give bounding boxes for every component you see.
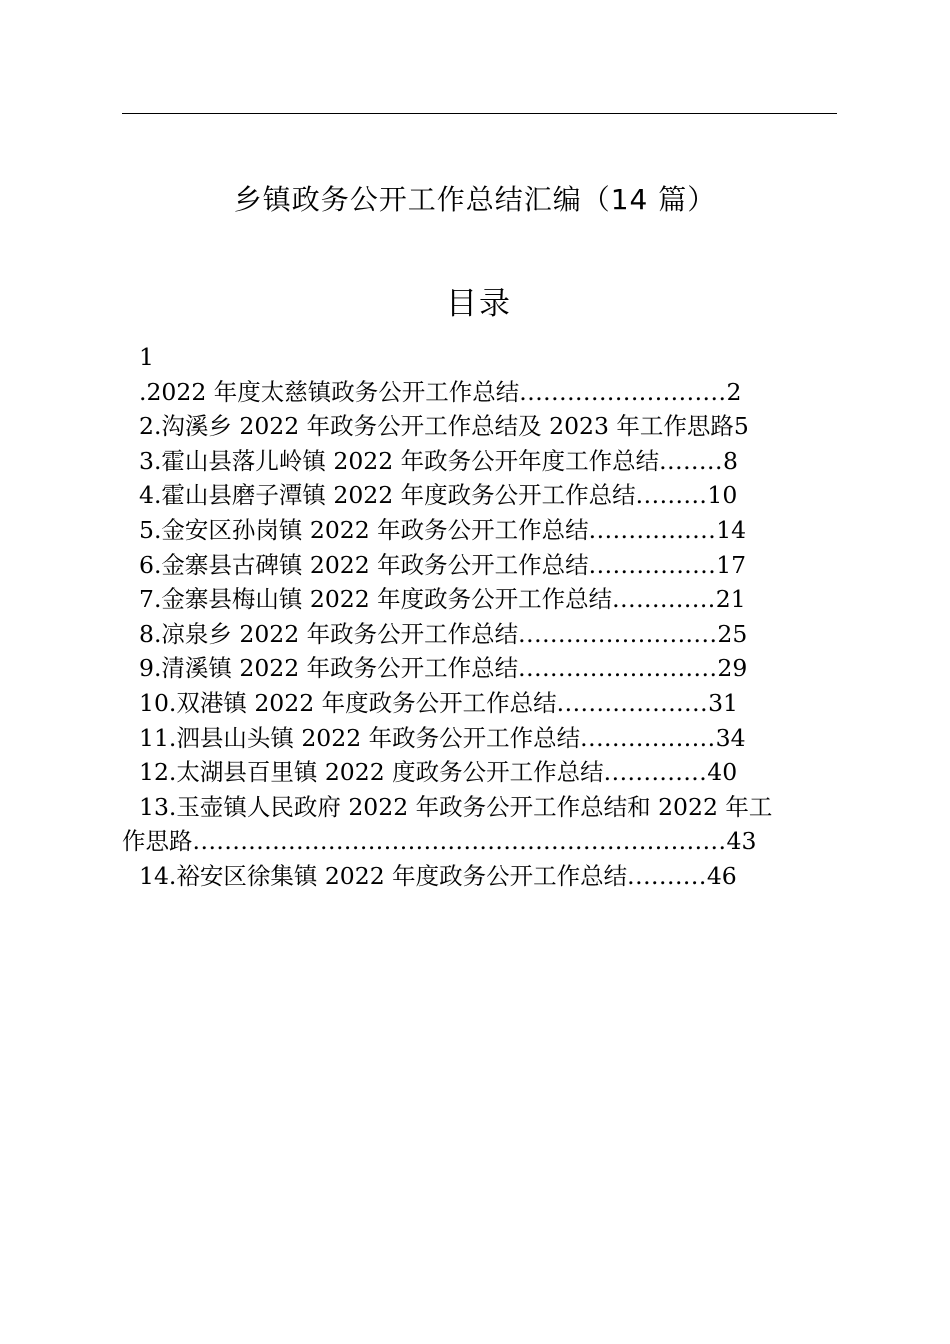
toc-page-number: 2 xyxy=(726,377,742,406)
toc-leader-dots: ............. xyxy=(612,585,716,614)
toc-page-number: 25 xyxy=(717,619,748,648)
toc-entry-5[interactable] xyxy=(122,513,837,548)
toc-entry-title: 13.玉壶镇人民政府 2022 年政务公开工作总结和 2022 年工 xyxy=(139,792,773,821)
toc-entry-12[interactable] xyxy=(122,755,837,790)
toc-entry-2[interactable] xyxy=(122,409,837,444)
toc-page-number: 29 xyxy=(717,654,748,683)
toc-entry-title: 7.金寨县梅山镇 2022 年度政务公开工作总结 xyxy=(139,585,613,614)
toc-entry-title-continued: 作思路 xyxy=(122,827,193,856)
toc-page-number: 46 xyxy=(706,861,737,890)
toc-page-number: 17 xyxy=(716,550,747,579)
toc-leader-dots: ......................... xyxy=(518,654,718,683)
toc-page-number: 43 xyxy=(726,827,757,856)
toc-page-number: 14 xyxy=(716,515,747,544)
toc-entry-13-continued[interactable] xyxy=(122,824,837,859)
toc-entry-1-number: 1 xyxy=(139,343,154,371)
toc-entry-11[interactable] xyxy=(122,721,837,756)
toc-entry-title: 4.霍山县磨子潭镇 2022 年度政务公开工作总结 xyxy=(139,481,636,510)
toc-entry-10[interactable] xyxy=(122,686,837,721)
toc-entry-8[interactable] xyxy=(122,617,837,652)
toc-heading: 目录 xyxy=(446,286,512,322)
toc-leader-dots: ......... xyxy=(635,481,708,510)
toc-entry-title: 3.霍山县落儿岭镇 2022 年政务公开年度工作总结 xyxy=(139,446,660,475)
toc-leader-dots: ................... xyxy=(556,688,709,717)
toc-entry-14[interactable] xyxy=(122,859,837,894)
toc-leader-dots: .......... xyxy=(627,861,707,890)
table-of-contents xyxy=(122,340,837,894)
toc-leader-dots: .......................... xyxy=(519,377,727,406)
toc-entry-title: 9.清溪镇 2022 年政务公开工作总结 xyxy=(139,654,519,683)
toc-entry-6[interactable] xyxy=(122,548,837,583)
toc-leader-dots: ................ xyxy=(588,515,717,544)
toc-leader-dots: ........ xyxy=(659,446,723,475)
toc-page-number: 34 xyxy=(715,723,746,752)
toc-entry-title: 2.沟溪乡 2022 年政务公开工作总结及 2023 年工作思路 xyxy=(139,412,734,441)
toc-leader-dots: ......................... xyxy=(518,619,718,648)
toc-page-number: 21 xyxy=(715,585,746,614)
toc-entry-title: 6.金寨县古碑镇 2022 年政务公开工作总结 xyxy=(139,550,589,579)
toc-entry-3[interactable] xyxy=(122,444,837,479)
toc-leader-dots: ................................................................... xyxy=(192,827,727,856)
toc-entry-title: 8.凉泉乡 2022 年政务公开工作总结 xyxy=(139,619,519,648)
toc-page-number: 40 xyxy=(707,758,738,787)
toc-entry-4[interactable] xyxy=(122,478,837,513)
toc-page-number: 8 xyxy=(722,446,738,475)
toc-page-number: 5 xyxy=(733,412,749,441)
toc-entry-title: 11.泗县山头镇 2022 年政务公开工作总结 xyxy=(139,723,581,752)
toc-leader-dots: ................. xyxy=(580,723,716,752)
toc-entry-1[interactable] xyxy=(122,375,837,410)
header-rule xyxy=(122,113,837,114)
toc-leader-dots: ................ xyxy=(588,550,717,579)
toc-entry-title: 14.裕安区徐集镇 2022 年度政务公开工作总结 xyxy=(139,861,628,890)
toc-page-number: 31 xyxy=(708,688,738,717)
toc-entry-9[interactable] xyxy=(122,651,837,686)
toc-entry-13[interactable] xyxy=(122,790,837,825)
toc-entry-title: 5.金安区孙岗镇 2022 年政务公开工作总结 xyxy=(139,515,589,544)
toc-entry-title: 12.太湖县百里镇 2022 度政务公开工作总结 xyxy=(139,758,604,787)
toc-leader-dots: ............. xyxy=(603,758,708,787)
toc-entry-title: .2022 年度太慈镇政务公开工作总结 xyxy=(139,377,520,406)
document-title: 乡镇政务公开工作总结汇编（14 篇） xyxy=(233,183,717,216)
toc-page-number: 10 xyxy=(707,481,738,510)
toc-entry-title: 10.双港镇 2022 年度政务公开工作总结 xyxy=(139,688,557,717)
toc-entry-7[interactable] xyxy=(122,582,837,617)
